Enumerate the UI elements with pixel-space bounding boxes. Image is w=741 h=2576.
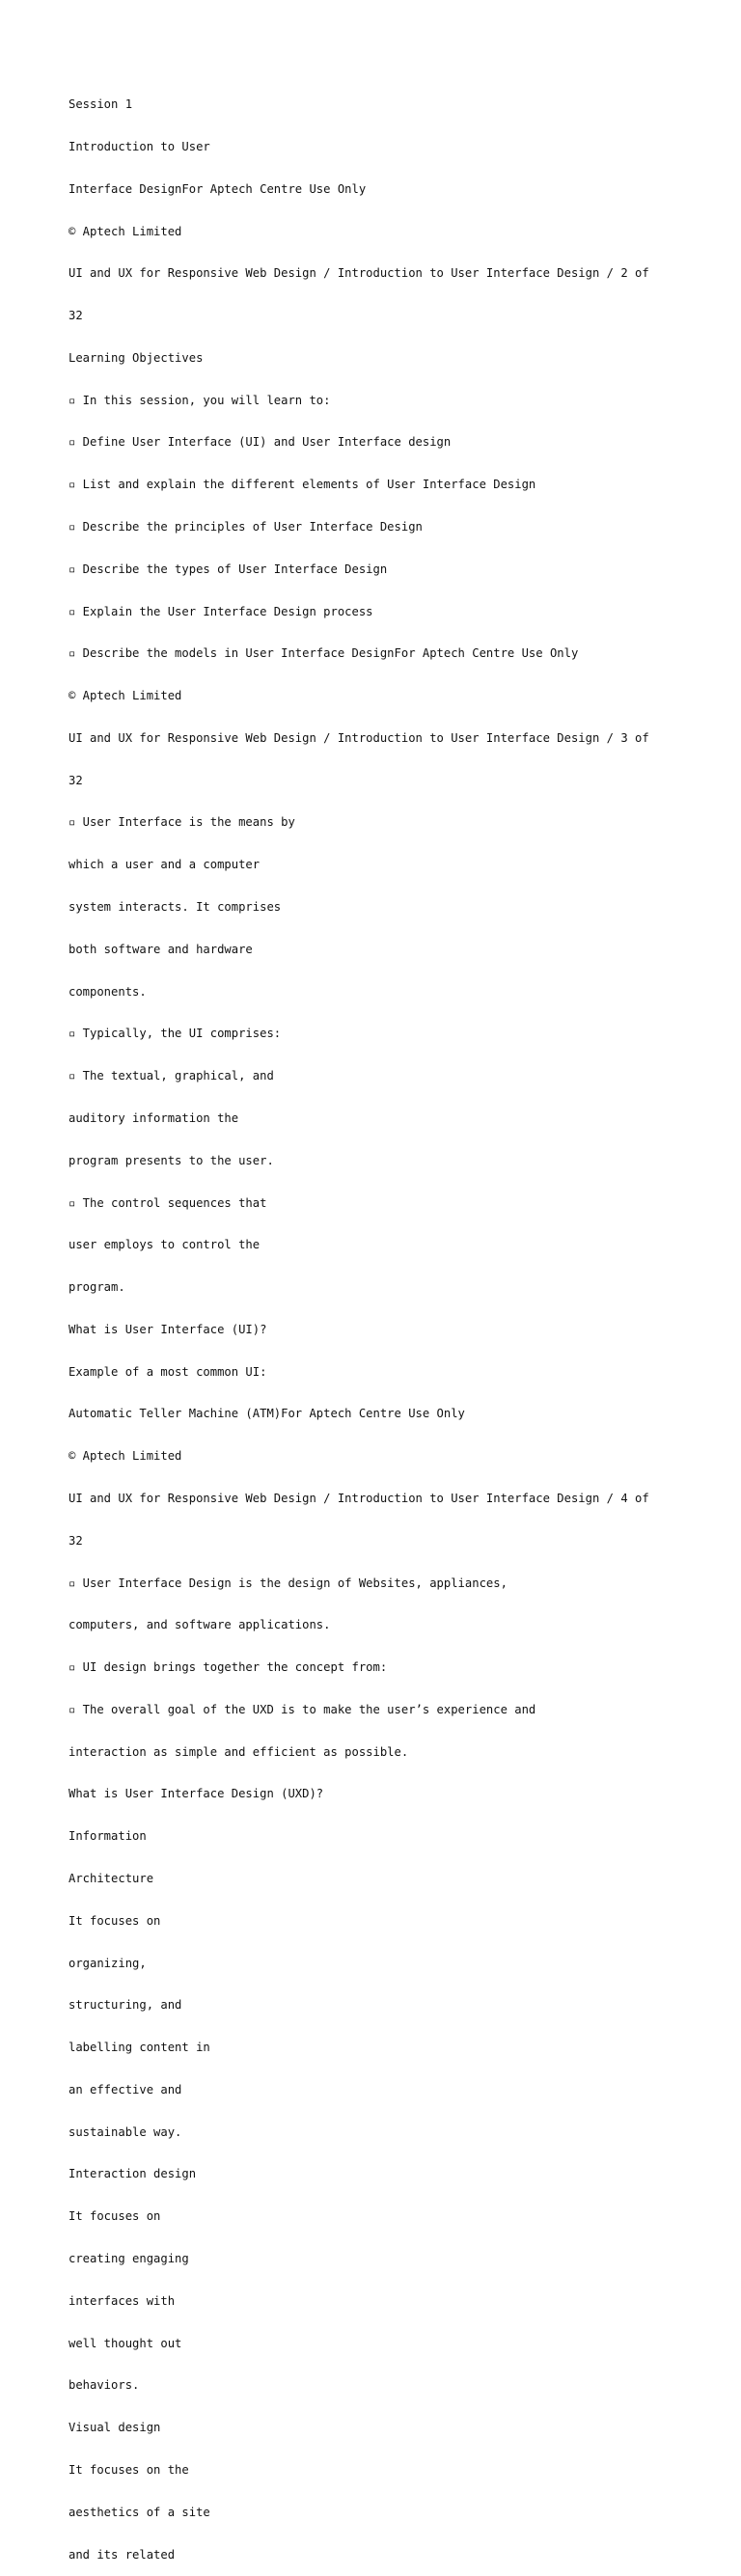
text-line: Introduction to User (69, 139, 210, 153)
text-line: both software and hardware (69, 942, 253, 956)
text-line: ▫ List and explain the different elements of User Interface Design (69, 478, 536, 492)
text-line: structuring, and (69, 1998, 182, 2013)
text-line: ▫ Describe the principles of User Interface Design (69, 520, 423, 534)
text-line: 32 (69, 1533, 83, 1548)
text-line: ▫ Describe the models in User Interface DesignFor Aptech Centre Use Only (69, 646, 579, 661)
text-line: UI and UX for Responsive Web Design / Introduction to User Interface Design / 3 of (69, 730, 649, 745)
text-line: ▫ User Interface Design is the design of Websites, appliances, (69, 1576, 508, 1590)
text-line: © Aptech Limited (69, 1449, 182, 1464)
text-line: Session 1 (69, 97, 133, 112)
text-line: aesthetics of a site (69, 2505, 210, 2519)
text-line: What is User Interface (UI)? (69, 1322, 267, 1336)
text-line: © Aptech Limited (69, 689, 182, 703)
text-line: behaviors. (69, 2378, 140, 2393)
text-line: What is User Interface Design (UXD)? (69, 1787, 324, 1801)
text-line: labelling content in (69, 2041, 210, 2055)
text-line: ▫ Describe the types of User Interface Design (69, 562, 388, 576)
text-line: which a user and a computer (69, 858, 261, 872)
text-line: ▫ Explain the User Interface Design process (69, 604, 373, 618)
text-line: UI and UX for Responsive Web Design / Introduction to User Interface Design / 2 of (69, 266, 649, 281)
text-line: system interacts. It comprises (69, 900, 282, 915)
text-line: 32 (69, 773, 83, 787)
text-line: ▫ Typically, the UI comprises: (69, 1027, 282, 1041)
text-line: Interface DesignFor Aptech Centre Use Only (69, 181, 367, 196)
text-line: It focuses on (69, 2209, 161, 2224)
text-line: user employs to control the (69, 1238, 261, 1252)
text-line: Interaction design (69, 2167, 197, 2181)
document-page (69, 69, 686, 2576)
text-line: creating engaging (69, 2252, 189, 2266)
text-line: well thought out (69, 2336, 182, 2350)
text-line: ▫ The textual, graphical, and (69, 1069, 274, 1083)
text-line: 32 (69, 309, 83, 323)
text-line: ▫ The control sequences that (69, 1195, 267, 1210)
text-line: computers, and software applications. (69, 1618, 331, 1632)
text-line: interaction as simple and efficient as possible. (69, 1744, 409, 1759)
text-line: ▫ The overall goal of the UXD is to make the user’s experience and (69, 1702, 536, 1716)
text-line: ▫ Define User Interface (UI) and User Interface design (69, 435, 452, 450)
text-line: interfaces with (69, 2293, 176, 2308)
text-line: Architecture (69, 1872, 154, 1885)
text-line: Example of a most common UI: (69, 1364, 267, 1379)
text-line: ▫ UI design brings together the concept from: (69, 1660, 388, 1675)
text-line: © Aptech Limited (69, 224, 182, 238)
text-line: Automatic Teller Machine (ATM)For Aptech Centre Use Only (69, 1407, 465, 1421)
text-line: auditory information the (69, 1110, 239, 1125)
text-line: components. (69, 984, 147, 999)
text-line: and its related (69, 2547, 176, 2562)
text-line: an effective and (69, 2082, 182, 2096)
text-line: Learning Objectives (69, 350, 204, 365)
text-line: Information (69, 1829, 147, 1844)
text-line: It focuses on the (69, 2462, 189, 2477)
text-line: UI and UX for Responsive Web Design / Introduction to User Interface Design / 4 of (69, 1491, 649, 1505)
text-line: sustainable way. (69, 2124, 182, 2139)
text-line: ▫ In this session, you will learn to: (69, 393, 331, 407)
text-line: Visual design (69, 2421, 161, 2435)
text-line: ▫ User Interface is the means by (69, 815, 295, 830)
text-line: program presents to the user. (69, 1153, 274, 1167)
text-line: program. (69, 1280, 125, 1295)
text-line: organizing, (69, 1956, 147, 1970)
text-line: It focuses on (69, 1913, 161, 1928)
